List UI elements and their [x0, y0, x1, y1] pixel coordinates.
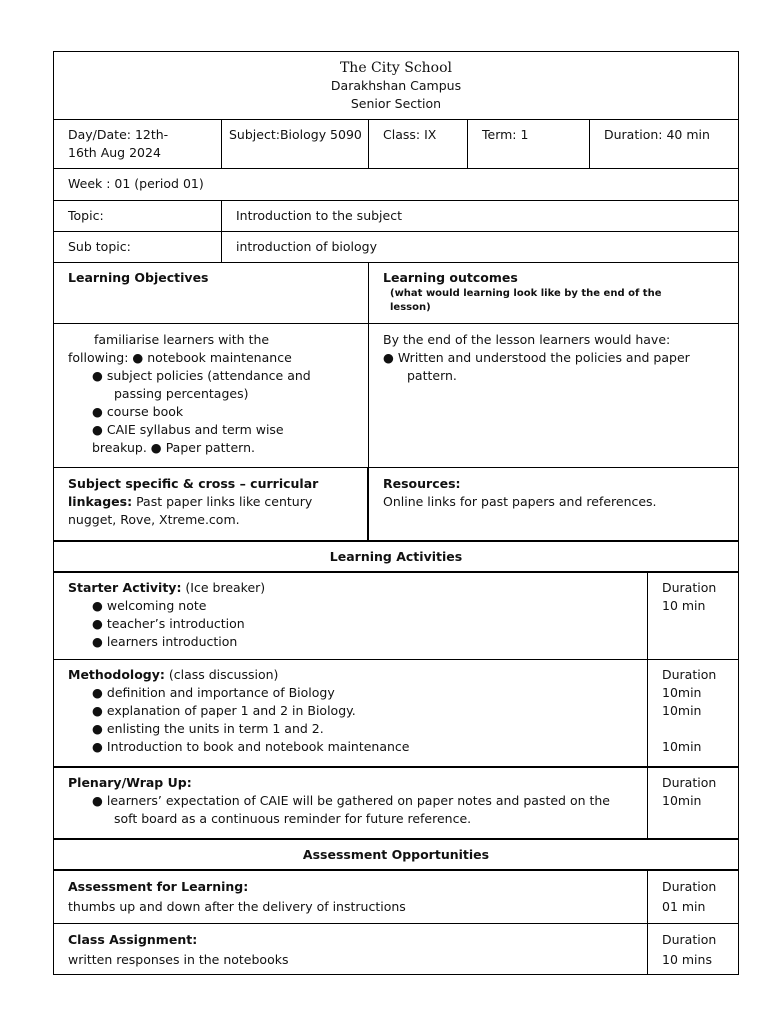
- plenary-duration-label: Duration: [662, 775, 717, 790]
- class-cell: [368, 120, 467, 168]
- methodology-item: ● Introduction to book and notebook maintenance: [92, 739, 410, 754]
- methodology-duration-label: Duration: [662, 667, 717, 682]
- week-row: [54, 169, 738, 201]
- afl-row: [54, 871, 738, 924]
- term-cell: [467, 120, 589, 168]
- school-name: The City School: [339, 60, 453, 76]
- duration-cell: [589, 120, 738, 168]
- objective-line: ● CAIE syllabus and term wise: [92, 422, 284, 437]
- starter-item: ● welcoming note: [92, 598, 207, 613]
- assignment-duration-value: 10 mins: [662, 952, 712, 967]
- lesson-plan-table: [53, 51, 739, 975]
- starter-item: ● teacher’s introduction: [92, 616, 245, 631]
- assignment-text: written responses in the notebooks: [68, 952, 289, 967]
- assignment-row: [54, 924, 738, 974]
- day-date-line2: 16th Aug 2024: [68, 145, 161, 160]
- plenary-heading: Plenary/Wrap Up:: [68, 775, 192, 790]
- starter-duration-value: 10 min: [662, 598, 706, 613]
- outcome-line: pattern.: [407, 368, 457, 383]
- starter-item: ● learners introduction: [92, 634, 238, 649]
- linkages-heading: Subject specific & cross – curricular: [68, 476, 319, 491]
- objectives-heading: Learning Objectives: [68, 270, 209, 285]
- linkages-cell: [54, 468, 368, 540]
- afl-duration-value: 01 min: [662, 899, 706, 914]
- methodology-duration: 10min: [662, 739, 702, 754]
- linkages-row: [54, 468, 738, 542]
- objective-line: ● course book: [92, 404, 184, 419]
- plenary-row: [54, 768, 738, 840]
- topic-row: [54, 201, 738, 232]
- assignment-duration-label: Duration: [662, 932, 717, 947]
- topic-label: Topic:: [68, 208, 104, 223]
- subtopic-label: Sub topic:: [68, 239, 131, 254]
- day-date-line1: Day/Date: 12th-: [68, 127, 169, 142]
- plenary-line1: ● learners’ expectation of CAIE will be gathered on paper notes and pasted on the: [92, 793, 610, 808]
- objectives-list: [54, 324, 368, 467]
- objective-line: following: ● notebook maintenance: [68, 350, 292, 365]
- starter-suffix: (Ice breaker): [181, 580, 266, 595]
- info-row: [54, 120, 738, 169]
- methodology-heading: Methodology:: [68, 667, 165, 682]
- objectives-content-row: [54, 324, 738, 468]
- learning-activities-title: Learning Activities: [329, 549, 463, 564]
- objective-line: ● subject policies (attendance and: [92, 368, 311, 383]
- subtopic-row: [54, 232, 738, 263]
- term-value: Term: 1: [482, 127, 529, 142]
- topic-value: Introduction to the subject: [236, 208, 402, 223]
- resources-text: Online links for past papers and references.: [383, 494, 657, 509]
- class-value: Class: IX: [383, 127, 437, 142]
- methodology-duration: 10min: [662, 685, 702, 700]
- section-name: Senior Section: [350, 96, 442, 111]
- methodology-item: ● enlisting the units in term 1 and 2.: [92, 721, 324, 736]
- assignment-heading: Class Assignment:: [68, 932, 198, 947]
- subject-cell: [221, 120, 368, 168]
- methodology-item: ● explanation of paper 1 and 2 in Biology.: [92, 703, 356, 718]
- linkages-text-line1: Past paper links like century: [132, 494, 313, 509]
- afl-text: thumbs up and down after the delivery of instructions: [68, 899, 406, 914]
- objectives-heading-row: [54, 263, 738, 324]
- assessment-title: Assessment Opportunities: [302, 847, 490, 862]
- objective-line: breakup. ● Paper pattern.: [92, 440, 255, 455]
- methodology-row: [54, 660, 738, 768]
- objective-line: passing percentages): [114, 386, 249, 401]
- outcomes-list: [368, 324, 738, 467]
- methodology-suffix: (class discussion): [164, 667, 279, 682]
- outcomes-intro: By the end of the lesson learners would have:: [383, 332, 671, 347]
- outcome-line: ● Written and understood the policies and paper: [383, 350, 690, 365]
- starter-row: [54, 573, 738, 660]
- learning-activities-title-row: [54, 542, 738, 573]
- subject-value: Subject:Biology 5090: [229, 127, 362, 142]
- resources-cell: [367, 468, 738, 540]
- week-value: Week : 01 (period 01): [68, 176, 204, 191]
- subtopic-value: introduction of biology: [236, 239, 377, 254]
- starter-heading: Starter Activity:: [68, 580, 182, 595]
- afl-heading: Assessment for Learning:: [68, 879, 249, 894]
- afl-duration-label: Duration: [662, 879, 717, 894]
- linkages-heading2: linkages:: [68, 494, 133, 509]
- plenary-line2: soft board as a continuous reminder for future reference.: [114, 811, 472, 826]
- methodology-duration: 10min: [662, 703, 702, 718]
- outcomes-heading: Learning outcomes: [383, 270, 518, 285]
- outcomes-note-line1: (what would learning look like by the end of the: [390, 288, 662, 299]
- campus-name: Darakhshan Campus: [330, 78, 462, 93]
- assessment-title-row: [54, 840, 738, 871]
- starter-duration-label: Duration: [662, 580, 717, 595]
- duration-value: Duration: 40 min: [604, 127, 710, 142]
- outcomes-note-line2: lesson): [390, 302, 431, 313]
- objective-line: familiarise learners with the: [94, 332, 270, 347]
- header-row: [54, 52, 738, 120]
- methodology-item: ● definition and importance of Biology: [92, 685, 335, 700]
- plenary-duration-value: 10min: [662, 793, 702, 808]
- day-date-cell: [54, 120, 221, 168]
- resources-heading: Resources:: [383, 476, 461, 491]
- linkages-text-line2: nugget, Rove, Xtreme.com.: [68, 512, 240, 527]
